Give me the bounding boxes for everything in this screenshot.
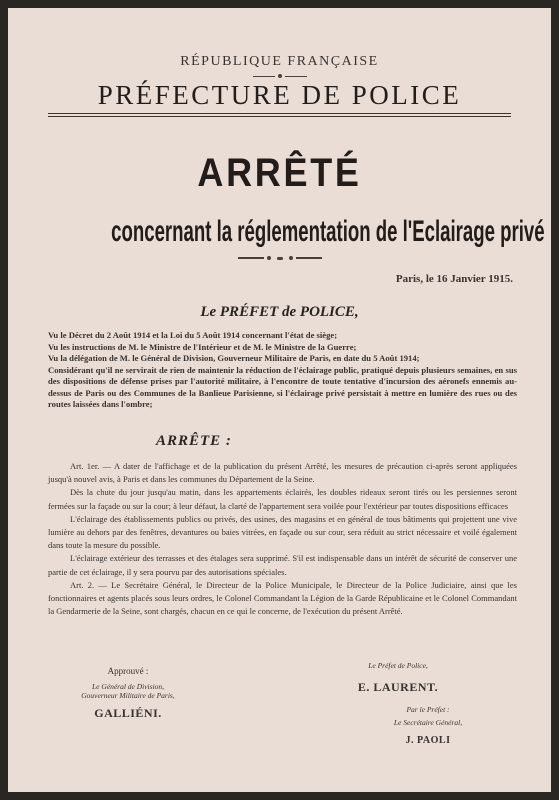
articles xyxy=(48,460,517,618)
article-paragraph: L'éclairage des établissements publics ou privés, des usines, des magasins et en général de tous bâtiments qui projettent une vive lumière au dehors par des fenêtres, devantures ou baies vitrées, en façade ou sur cour, sera réduit au strict nécessaire et voilé également dans toute la mesure du possible. xyxy=(48,513,517,551)
article-paragraph: L'éclairage extérieur des terrasses et des étalages sera supprimé. S'il est indispensable dans un intérêt de sécurité de conserver une partie de cet éclairage, il y sera pourvu par des autorisations spéciales. xyxy=(48,553,517,577)
general-role: Le Général de Division, xyxy=(91,682,165,691)
prefecture-heading: PRÉFECTURE DE POLICE xyxy=(97,80,462,110)
prefet-role: Le Préfet de Police, xyxy=(368,661,428,670)
signature-left xyxy=(53,666,203,721)
laurent-name: E. LAURENT. xyxy=(357,680,439,694)
prefet-heading: Le PRÉFET de POLICE, xyxy=(200,304,359,320)
preamble xyxy=(48,330,517,411)
gouverneur-role: Gouverneur Militaire de Paris, xyxy=(81,691,175,700)
poster xyxy=(8,8,551,792)
preamble-line: Vu la délégation de M. le Général de Division, Gouverneur Militaire de Paris, en date du 5 Août 1914; xyxy=(48,353,420,363)
par-le-prefet: Par le Préfet : xyxy=(406,705,450,714)
approuve-label: Approuvé : xyxy=(107,666,149,676)
arrete-title: ARRÊTÉ xyxy=(197,151,362,195)
republique-heading: RÉPUBLIQUE FRANÇAISE xyxy=(180,54,379,69)
article-paragraph: Art. 1er. — A dater de l'affichage et de la publication du présent Arrêté, les mesures de précaution ci-après seront appliquées jusqu'à nouvel avis, à Paris et dans les communes du Département de la Seine. xyxy=(48,461,517,485)
article-paragraph: Art. 2. — Le Secrétaire Général, le Directeur de la Police Municipale, le Directeur de la Police Judiciaire, ainsi que les fonctionnaires et agents placés sous leurs ordres, le Colonel Commandant la Légion de la Garde Républicaine et le Colonel Commandant la Gendarmerie de la Seine, sont chargés, chacun en ce qui le concerne, de l'exécution du présent Arrêté. xyxy=(48,579,517,617)
paoli-name: J. PAOLI xyxy=(405,735,451,746)
header-rule-thin xyxy=(48,116,511,117)
article-paragraph: Dès la chute du jour jusqu'au matin, dans les appartements éclairés, les doubles rideaux seront tirés ou les persiennes seront fermées sur la façade ou sur la cour; à leur défaut, la clarté de l'appartement sera voilée pour l'extérieur par toutes dispositions efficaces xyxy=(48,487,517,511)
header-rule xyxy=(48,113,511,114)
gallieni-name: GALLIÉNI. xyxy=(94,706,162,720)
secretaire-role: Le Secrétaire Général, xyxy=(393,718,463,727)
signature-right xyxy=(323,661,473,746)
ornament-middle xyxy=(238,256,322,260)
arrete-heading: ARRÊTE : xyxy=(156,433,232,449)
preamble-line: Considérant qu'il ne servirait de rien de maintenir la réduction de l'éclairage public, pratiqué depuis plusieurs semaines, en sus des dispositions de défense prises par l'autorité militaire, à l'encontre de toute tentative d'incursion des aéronefs ennemis au-dessus de Paris ou des Communes de la Banlieue Parisienne, si l'éclairage privé persistait à mettre en lumière des rues ou des routes laissées dans l'ombre; xyxy=(48,364,517,409)
preamble-line: Vu le Décret du 2 Août 1914 et la Loi du 5 Août 1914 concernant l'état de siège; xyxy=(48,330,338,340)
ornament-top xyxy=(253,74,307,78)
subtitle: concernant la réglementation de l'Eclairage privé xyxy=(111,215,545,248)
preamble-line: Vu les instructions de M. le Ministre de l'Intérieur et de M. le Ministre de la Guerre; xyxy=(48,341,357,352)
date-line: Paris, le 16 Janvier 1915. xyxy=(395,273,513,285)
